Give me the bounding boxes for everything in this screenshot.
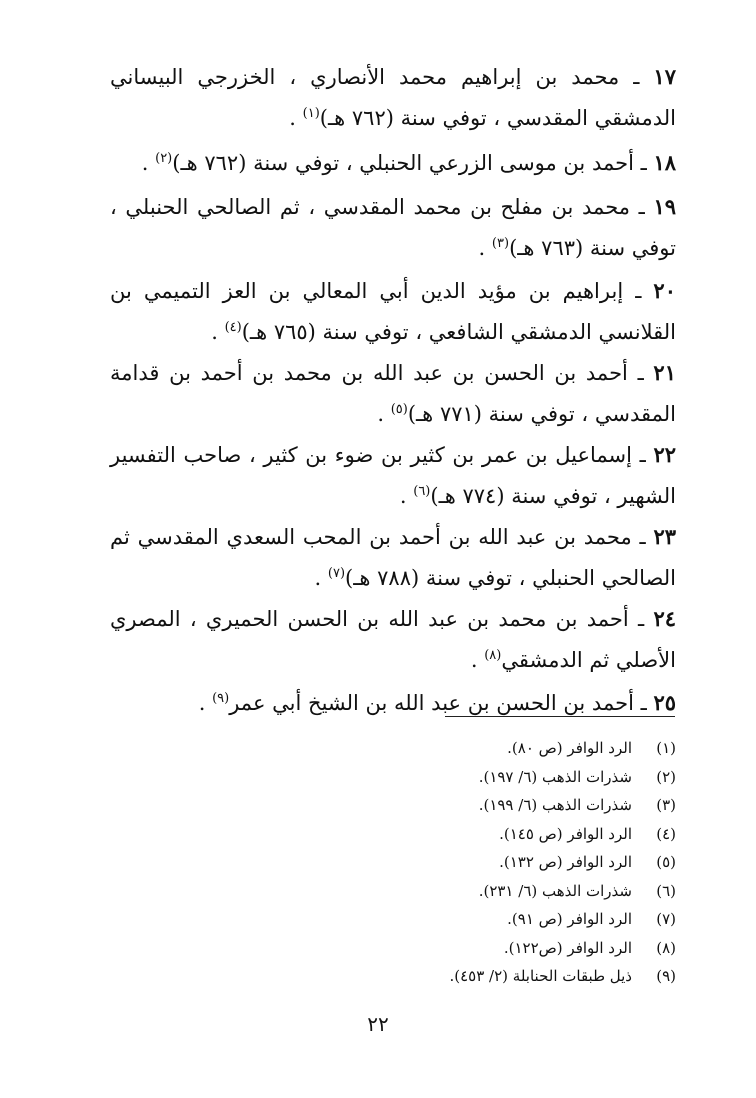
entry-number: ١٧ [653, 64, 676, 89]
entry-number: ٢٢ [653, 442, 676, 467]
entry-end: . [377, 402, 384, 426]
footnote-text: شذرات الذهب (٦/ ٢٣١). [478, 881, 632, 900]
footnote-number: (٤) [656, 824, 676, 843]
entry-number: ٢٤ [653, 606, 676, 631]
footnote-text: الرد الوافر (ص١٢٢). [503, 938, 632, 957]
footnote-text: شذرات الذهب (٦/ ١٩٩). [478, 796, 632, 814]
footnote-ref: (٣) [491, 236, 510, 251]
footnote-ref: (٥) [390, 402, 408, 417]
footnote-number: (٣) [656, 796, 676, 814]
entry-end: . [470, 648, 478, 672]
footnote-item [420, 791, 676, 820]
entry-text: ـ محمد بن إبراهيم محمد الأنصاري ، الخزرجي البيساني الدمشقي المقدسي ، توفي سنة (٧٦٢ هـ) [110, 65, 676, 130]
footnote-ref: (٨) [484, 648, 502, 663]
footnote-number: (٥) [656, 853, 676, 871]
entry-number: ١٨ [653, 150, 676, 175]
entry-end: . [289, 106, 296, 130]
entry-number: ٢١ [653, 360, 676, 385]
entry-21 [110, 352, 676, 435]
entry-end: . [198, 691, 206, 715]
footnote-number: (٢) [656, 767, 676, 786]
entry-end: . [141, 151, 149, 175]
page-number: ٢٢ [367, 1012, 389, 1036]
entry-end: . [211, 320, 218, 344]
entry-end: . [314, 566, 322, 590]
footnote-item [420, 763, 676, 792]
entry-23 [110, 516, 676, 599]
entry-end: . [478, 236, 486, 260]
entry-text: ـ أحمد بن موسى الزرعي الحنبلي ، توفي سنة (٧٦٢ هـ) [172, 151, 647, 175]
entry-20 [110, 270, 676, 353]
footnote-text: الرد الوافر (ص ٩١). [507, 910, 632, 928]
entry-number: ٢٠ [653, 278, 676, 303]
footnote-ref: (٩) [212, 691, 230, 706]
entry-text: ـ إسماعيل بن عمر بن كثير بن ضوء بن كثير ، صاحب التفسير الشهير ، توفي سنة (٧٧٤ هـ) [110, 443, 676, 508]
footnotes-list [420, 734, 676, 991]
entry-17 [110, 56, 676, 139]
footnote-number: (٧) [656, 910, 676, 928]
entry-25 [110, 682, 676, 724]
footnote-text: شذرات الذهب (٦/ ١٩٧). [478, 767, 632, 786]
footnote-item [420, 877, 676, 906]
footnote-separator [445, 716, 675, 717]
footnote-ref: (٦) [413, 484, 431, 499]
footnote-item [420, 734, 676, 763]
entry-18 [110, 142, 676, 184]
footnote-text: الرد الوافر (ص ٨٠). [507, 739, 632, 757]
footnote-ref: (٤) [224, 320, 242, 335]
entry-number: ٢٣ [653, 524, 676, 549]
entry-text: ـ إبراهيم بن مؤيد الدين أبي المعالي بن العز التميمي بن القلانسي الدمشقي الشافعي ، توفي سنة (٧٦٥ هـ) [110, 279, 676, 344]
entry-19 [110, 186, 676, 269]
entry-text: ـ أحمد بن الحسن بن عبد الله بن الشيخ أبي عمر [229, 691, 647, 715]
entry-number: ٢٥ [653, 690, 676, 715]
entry-text: ـ أحمد بن الحسن بن عبد الله بن محمد بن أحمد بن قدامة المقدسي ، توفي سنة (٧٧١ هـ) [110, 361, 676, 426]
footnote-item [420, 934, 676, 963]
footnote-text: الرد الوافر (ص ١٤٥). [499, 824, 632, 843]
entry-22 [110, 434, 676, 517]
footnote-number: (١) [656, 739, 676, 757]
entry-text: ـ محمد بن مفلح بن محمد المقدسي ، ثم الصالحي الحنبلي ، توفي سنة (٧٦٣ هـ) [110, 195, 676, 260]
footnote-ref: (١) [302, 106, 320, 121]
entry-number: ١٩ [653, 194, 676, 219]
entry-24 [110, 598, 676, 681]
footnote-ref: (٧) [327, 566, 346, 581]
footnote-text: ذيل طبقات الحنابلة (٢/ ٤٥٣). [449, 967, 632, 985]
entry-end: . [399, 484, 407, 508]
footnote-item [420, 848, 676, 877]
entry-text: ـ محمد بن عبد الله بن أحمد بن المحب السعدي المقدسي ثم الصالحي الحنبلي ، توفي سنة (٧٨٨ هـ) [110, 525, 676, 590]
footnote-ref: (٢) [155, 151, 173, 166]
footnote-number: (٨) [656, 938, 676, 957]
footnote-text: الرد الوافر (ص ١٣٢). [499, 853, 632, 871]
footnote-item [420, 820, 676, 849]
footnote-number: (٦) [656, 881, 676, 900]
footnote-item [420, 905, 676, 934]
entry-text: ـ أحمد بن محمد بن عبد الله بن الحسن الحميري ، المصري الأصلي ثم الدمشقي [110, 607, 676, 672]
footnote-item [420, 962, 676, 991]
footnote-number: (٩) [656, 967, 676, 985]
